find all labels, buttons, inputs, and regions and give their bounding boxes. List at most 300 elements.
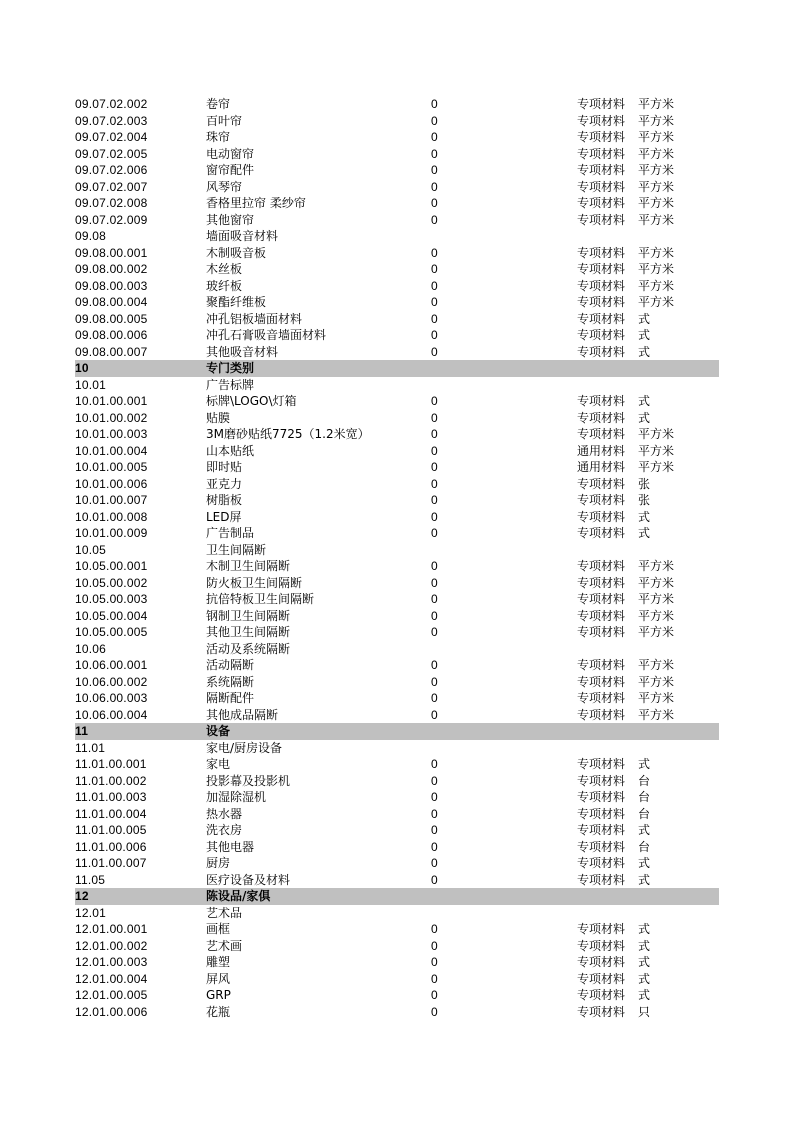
table-row	[75, 987, 719, 1004]
code-cell: 11.01.00.005	[75, 823, 147, 837]
quantity-cell: 0	[431, 707, 438, 722]
quantity-cell: 0	[431, 971, 438, 986]
quantity-cell: 0	[431, 97, 438, 111]
category-cell: 专项材料	[577, 311, 626, 326]
table-row	[75, 740, 719, 757]
code-cell: 11.05	[75, 872, 106, 887]
name-cell: 风琴帘	[206, 179, 243, 194]
table-row	[75, 509, 719, 526]
quantity-cell: 0	[431, 295, 438, 309]
name-cell: 冲孔石膏吸音墙面材料	[206, 328, 327, 342]
category-cell: 专项材料	[577, 988, 626, 1002]
name-cell: 防火板卫生间隔断	[206, 575, 303, 590]
table-row	[75, 971, 719, 988]
table-row	[75, 410, 719, 427]
table-row	[75, 492, 719, 509]
name-cell: 投影幕及投影机	[206, 773, 291, 788]
name-cell: 窗帘配件	[206, 163, 255, 177]
unit-cell: 式	[638, 922, 651, 936]
category-cell: 专项材料	[577, 823, 626, 837]
category-cell: 专项材料	[577, 773, 626, 788]
code-cell: 09.07.02.009	[75, 212, 148, 227]
quantity-cell: 0	[431, 278, 438, 293]
quantity-cell: 0	[431, 1004, 438, 1019]
name-cell: 其他电器	[206, 839, 255, 854]
name-cell: 香格里拉帘 柔纱帘	[206, 196, 306, 210]
name-cell: 洗衣房	[206, 823, 243, 837]
quantity-cell: 0	[431, 410, 438, 425]
category-cell: 专项材料	[577, 509, 626, 524]
code-cell: 12.01.00.006	[75, 1004, 148, 1019]
quantity-cell: 0	[431, 790, 438, 804]
unit-cell: 式	[638, 971, 651, 986]
table-row	[75, 212, 719, 229]
unit-cell: 平方米	[638, 113, 675, 128]
code-cell: 10.01	[75, 377, 107, 392]
category-cell: 专项材料	[577, 427, 626, 441]
unit-cell: 张	[638, 476, 651, 491]
name-cell: 百叶帘	[206, 113, 243, 128]
table-row	[75, 426, 719, 443]
code-cell: 09.08.00.005	[75, 311, 148, 326]
quantity-cell: 0	[431, 559, 438, 573]
code-cell: 09.08.00.004	[75, 295, 148, 309]
category-cell: 专项材料	[577, 971, 626, 986]
unit-cell: 式	[638, 344, 651, 359]
code-cell: 09.08.00.006	[75, 328, 148, 342]
quantity-cell: 0	[431, 245, 438, 260]
name-cell: 钢制卫生间隔断	[206, 608, 291, 623]
name-cell: 活动及系统隔断	[206, 641, 291, 656]
unit-cell: 式	[638, 938, 651, 953]
name-cell: 卷帘	[206, 97, 231, 111]
name-cell: 厨房	[206, 856, 231, 870]
table-row	[75, 294, 719, 311]
name-cell: 树脂板	[206, 493, 243, 507]
quantity-cell: 0	[431, 856, 438, 870]
name-cell: LED屏	[206, 509, 242, 524]
category-cell: 通用材料	[577, 460, 626, 474]
name-cell: 冲孔铝板墙面材料	[206, 311, 303, 326]
category-cell: 专项材料	[577, 674, 626, 689]
quantity-cell: 0	[431, 262, 438, 276]
table-row	[75, 657, 719, 674]
quantity-cell: 0	[431, 658, 438, 672]
unit-cell: 式	[638, 394, 651, 408]
section-header-row	[75, 360, 719, 377]
quantity-cell: 0	[431, 394, 438, 408]
code-cell: 11.01.00.002	[75, 773, 147, 788]
materials-table	[75, 96, 719, 1020]
name-cell: 亚克力	[206, 476, 243, 491]
code-cell: 10.05.00.004	[75, 608, 148, 623]
table-row	[75, 278, 719, 295]
table-row	[75, 542, 719, 559]
quantity-cell: 0	[431, 839, 438, 854]
unit-cell: 平方米	[638, 97, 675, 111]
quantity-cell: 0	[431, 509, 438, 524]
name-cell: 雕塑	[206, 955, 231, 969]
code-cell: 09.07.02.007	[75, 179, 148, 194]
name-cell: 广告制品	[206, 526, 255, 540]
unit-cell: 平方米	[638, 179, 675, 194]
code-cell: 11.01.00.001	[75, 757, 147, 771]
category-cell: 专项材料	[577, 592, 626, 606]
code-cell: 10.01.00.004	[75, 443, 148, 458]
unit-cell: 式	[638, 311, 651, 326]
category-cell: 专项材料	[577, 658, 626, 672]
name-cell: 抗倍特板卫生间隔断	[206, 592, 315, 606]
name-cell: 木制吸音板	[206, 245, 267, 260]
quantity-cell: 0	[431, 806, 438, 821]
name-cell: 木制卫生间隔断	[206, 559, 291, 573]
table-row	[75, 261, 719, 278]
code-cell: 10.05	[75, 542, 107, 557]
category-cell: 专项材料	[577, 526, 626, 540]
code-cell: 09.07.02.005	[75, 146, 148, 161]
quantity-cell: 0	[431, 196, 438, 210]
name-cell: 玻纤板	[206, 278, 243, 293]
unit-cell: 平方米	[638, 163, 675, 177]
name-cell: 木丝板	[206, 262, 243, 276]
table-row	[75, 459, 719, 476]
name-cell: 山本贴纸	[206, 443, 255, 458]
category-cell: 专项材料	[577, 97, 626, 111]
table-row	[75, 674, 719, 691]
section-header-row	[75, 723, 719, 740]
category-cell: 专项材料	[577, 196, 626, 210]
quantity-cell: 0	[431, 443, 438, 458]
name-cell: 3M磨砂贴纸7725（1.2米宽）	[206, 427, 370, 441]
name-cell: 系统隔断	[206, 674, 255, 689]
table-row	[75, 525, 719, 542]
table-row	[75, 789, 719, 806]
code-cell: 09.07.02.008	[75, 196, 148, 210]
unit-cell: 平方米	[638, 245, 675, 260]
quantity-cell: 0	[431, 757, 438, 771]
quantity-cell: 0	[431, 130, 438, 144]
table-row	[75, 96, 719, 113]
table-row	[75, 245, 719, 262]
quantity-cell: 0	[431, 146, 438, 161]
code-cell: 10.06.00.003	[75, 691, 148, 705]
table-row	[75, 195, 719, 212]
unit-cell: 平方米	[638, 146, 675, 161]
table-row	[75, 839, 719, 856]
category-cell: 专项材料	[577, 163, 626, 177]
name-cell: 花瓶	[206, 1004, 231, 1019]
quantity-cell: 0	[431, 872, 438, 887]
unit-cell: 平方米	[638, 707, 675, 722]
code-cell: 09.08.00.002	[75, 262, 148, 276]
table-row	[75, 129, 719, 146]
code-cell: 10.05.00.001	[75, 559, 148, 573]
code-cell: 10.01.00.002	[75, 410, 148, 425]
name-cell: 其他窗帘	[206, 212, 255, 227]
unit-cell: 平方米	[638, 658, 675, 672]
table-row	[75, 591, 719, 608]
code-cell: 10.01.00.005	[75, 460, 148, 474]
table-row	[75, 624, 719, 641]
unit-cell: 平方米	[638, 196, 675, 210]
quantity-cell: 0	[431, 344, 438, 359]
code-cell: 11.01.00.004	[75, 806, 147, 821]
code-cell: 09.07.02.004	[75, 130, 148, 144]
quantity-cell: 0	[431, 938, 438, 953]
category-cell: 专项材料	[577, 872, 626, 887]
name-cell: 医疗设备及材料	[206, 872, 291, 887]
unit-cell: 式	[638, 872, 651, 887]
category-cell: 通用材料	[577, 443, 626, 458]
table-row	[75, 476, 719, 493]
table-row	[75, 344, 719, 361]
name-cell: 广告标牌	[206, 377, 255, 392]
quantity-cell: 0	[431, 691, 438, 705]
quantity-cell: 0	[431, 773, 438, 788]
code-cell: 10.01.00.001	[75, 394, 148, 408]
table-row	[75, 558, 719, 575]
quantity-cell: 0	[431, 476, 438, 491]
code-cell: 10.01.00.008	[75, 509, 148, 524]
unit-cell: 式	[638, 856, 651, 870]
quantity-cell: 0	[431, 674, 438, 689]
table-row	[75, 1004, 719, 1021]
code-cell: 10.01.00.003	[75, 427, 148, 441]
name-cell: 电动窗帘	[206, 146, 255, 161]
table-row	[75, 690, 719, 707]
code-cell: 12.01.00.004	[75, 971, 148, 986]
unit-cell: 平方米	[638, 592, 675, 606]
name-cell: 即时贴	[206, 460, 243, 474]
unit-cell: 式	[638, 988, 651, 1002]
category-cell: 专项材料	[577, 295, 626, 309]
category-cell: 专项材料	[577, 410, 626, 425]
category-cell: 专项材料	[577, 344, 626, 359]
category-cell: 专项材料	[577, 625, 626, 639]
unit-cell: 式	[638, 955, 651, 969]
name-cell: 标牌\LOGO\灯箱	[206, 394, 297, 408]
category-cell: 专项材料	[577, 245, 626, 260]
category-cell: 专项材料	[577, 608, 626, 623]
category-cell: 专项材料	[577, 938, 626, 953]
category-cell: 专项材料	[577, 1004, 626, 1019]
unit-cell: 平方米	[638, 575, 675, 590]
category-cell: 专项材料	[577, 839, 626, 854]
table-row	[75, 393, 719, 410]
category-cell: 专项材料	[577, 955, 626, 969]
category-cell: 专项材料	[577, 394, 626, 408]
code-cell: 12.01.00.001	[75, 922, 148, 936]
category-cell: 专项材料	[577, 212, 626, 227]
category-cell: 专项材料	[577, 179, 626, 194]
code-cell: 10.05.00.003	[75, 592, 148, 606]
code-cell: 12.01.00.003	[75, 955, 148, 969]
table-row	[75, 179, 719, 196]
quantity-cell: 0	[431, 179, 438, 194]
table-row	[75, 855, 719, 872]
quantity-cell: 0	[431, 113, 438, 128]
unit-cell: 式	[638, 410, 651, 425]
name-cell: 其他成品隔断	[206, 707, 279, 722]
unit-cell: 平方米	[638, 262, 675, 276]
code-cell: 10	[75, 361, 89, 375]
category-cell: 专项材料	[577, 262, 626, 276]
code-cell: 11.01.00.006	[75, 839, 147, 854]
quantity-cell: 0	[431, 988, 438, 1002]
category-cell: 专项材料	[577, 790, 626, 804]
quantity-cell: 0	[431, 922, 438, 936]
name-cell: 陈设品/家俱	[206, 889, 271, 903]
table-row	[75, 311, 719, 328]
unit-cell: 平方米	[638, 691, 675, 705]
name-cell: 隔断配件	[206, 691, 255, 705]
unit-cell: 台	[638, 773, 651, 788]
quantity-cell: 0	[431, 328, 438, 342]
table-row	[75, 822, 719, 839]
section-header-row	[75, 888, 719, 905]
quantity-cell: 0	[431, 955, 438, 969]
unit-cell: 平方米	[638, 212, 675, 227]
table-row	[75, 641, 719, 658]
code-cell: 09.07.02.003	[75, 113, 148, 128]
quantity-cell: 0	[431, 625, 438, 639]
name-cell: 热水器	[206, 806, 243, 821]
code-cell: 10.06.00.002	[75, 674, 148, 689]
unit-cell: 张	[638, 493, 651, 507]
quantity-cell: 0	[431, 608, 438, 623]
table-row	[75, 113, 719, 130]
name-cell: 专门类别	[206, 361, 255, 375]
table-row	[75, 707, 719, 724]
category-cell: 专项材料	[577, 856, 626, 870]
code-cell: 10.01.00.007	[75, 493, 148, 507]
name-cell: 卫生间隔断	[206, 542, 267, 557]
table-row	[75, 443, 719, 460]
code-cell: 10.05.00.002	[75, 575, 148, 590]
unit-cell: 平方米	[638, 608, 675, 623]
quantity-cell: 0	[431, 460, 438, 474]
quantity-cell: 0	[431, 823, 438, 837]
unit-cell: 只	[638, 1004, 651, 1019]
name-cell: 画框	[206, 922, 231, 936]
quantity-cell: 0	[431, 311, 438, 326]
category-cell: 专项材料	[577, 130, 626, 144]
code-cell: 11	[75, 724, 89, 738]
quantity-cell: 0	[431, 526, 438, 540]
unit-cell: 台	[638, 790, 651, 804]
unit-cell: 平方米	[638, 460, 675, 474]
table-row	[75, 146, 719, 163]
unit-cell: 平方米	[638, 559, 675, 573]
name-cell: 家电/厨房设备	[206, 740, 283, 755]
code-cell: 09.07.02.006	[75, 163, 148, 177]
code-cell: 10.05.00.005	[75, 625, 148, 639]
category-cell: 专项材料	[577, 806, 626, 821]
quantity-cell: 0	[431, 592, 438, 606]
code-cell: 10.01.00.009	[75, 526, 148, 540]
table-row	[75, 954, 719, 971]
table-row	[75, 806, 719, 823]
unit-cell: 式	[638, 526, 651, 540]
code-cell: 10.06.00.001	[75, 658, 148, 672]
table-row	[75, 228, 719, 245]
table-row	[75, 921, 719, 938]
category-cell: 专项材料	[577, 476, 626, 491]
code-cell: 12	[75, 889, 89, 903]
name-cell: 其他吸音材料	[206, 344, 279, 359]
code-cell: 09.08.00.007	[75, 344, 148, 359]
quantity-cell: 0	[431, 493, 438, 507]
category-cell: 专项材料	[577, 493, 626, 507]
quantity-cell: 0	[431, 163, 438, 177]
name-cell: 墙面吸音材料	[206, 229, 279, 243]
unit-cell: 式	[638, 823, 651, 837]
code-cell: 09.07.02.002	[75, 97, 148, 111]
name-cell: 贴膜	[206, 410, 231, 425]
code-cell: 10.06	[75, 641, 107, 656]
unit-cell: 平方米	[638, 625, 675, 639]
name-cell: 艺术品	[206, 905, 243, 920]
code-cell: 12.01.00.002	[75, 938, 148, 953]
code-cell: 09.08.00.003	[75, 278, 148, 293]
table-row	[75, 872, 719, 889]
unit-cell: 平方米	[638, 674, 675, 689]
category-cell: 专项材料	[577, 691, 626, 705]
table-row	[75, 327, 719, 344]
name-cell: 设备	[206, 724, 231, 738]
name-cell: 加湿除湿机	[206, 790, 267, 804]
table-row	[75, 377, 719, 394]
unit-cell: 式	[638, 757, 651, 771]
code-cell: 09.08	[75, 229, 107, 243]
category-cell: 专项材料	[577, 922, 626, 936]
unit-cell: 式	[638, 328, 651, 342]
code-cell: 11.01.00.007	[75, 856, 147, 870]
category-cell: 专项材料	[577, 278, 626, 293]
table-row	[75, 608, 719, 625]
code-cell: 11.01	[75, 740, 106, 755]
name-cell: 屏风	[206, 971, 231, 986]
category-cell: 专项材料	[577, 707, 626, 722]
category-cell: 专项材料	[577, 146, 626, 161]
code-cell: 09.08.00.001	[75, 245, 148, 260]
unit-cell: 台	[638, 806, 651, 821]
unit-cell: 平方米	[638, 130, 675, 144]
name-cell: 聚酯纤维板	[206, 295, 267, 309]
name-cell: GRP	[206, 988, 231, 1002]
unit-cell: 台	[638, 839, 651, 854]
code-cell: 10.06.00.004	[75, 707, 148, 722]
table-row	[75, 162, 719, 179]
code-cell: 12.01.00.005	[75, 988, 148, 1002]
table-row	[75, 773, 719, 790]
category-cell: 专项材料	[577, 575, 626, 590]
name-cell: 珠帘	[206, 130, 231, 144]
category-cell: 专项材料	[577, 113, 626, 128]
table-row	[75, 905, 719, 922]
name-cell: 活动隔断	[206, 658, 255, 672]
code-cell: 12.01	[75, 905, 107, 920]
name-cell: 艺术画	[206, 938, 243, 953]
name-cell: 其他卫生间隔断	[206, 625, 291, 639]
category-cell: 专项材料	[577, 757, 626, 771]
table-row	[75, 575, 719, 592]
unit-cell: 平方米	[638, 278, 675, 293]
quantity-cell: 0	[431, 212, 438, 227]
code-cell: 10.01.00.006	[75, 476, 148, 491]
table-row	[75, 756, 719, 773]
table-row	[75, 938, 719, 955]
